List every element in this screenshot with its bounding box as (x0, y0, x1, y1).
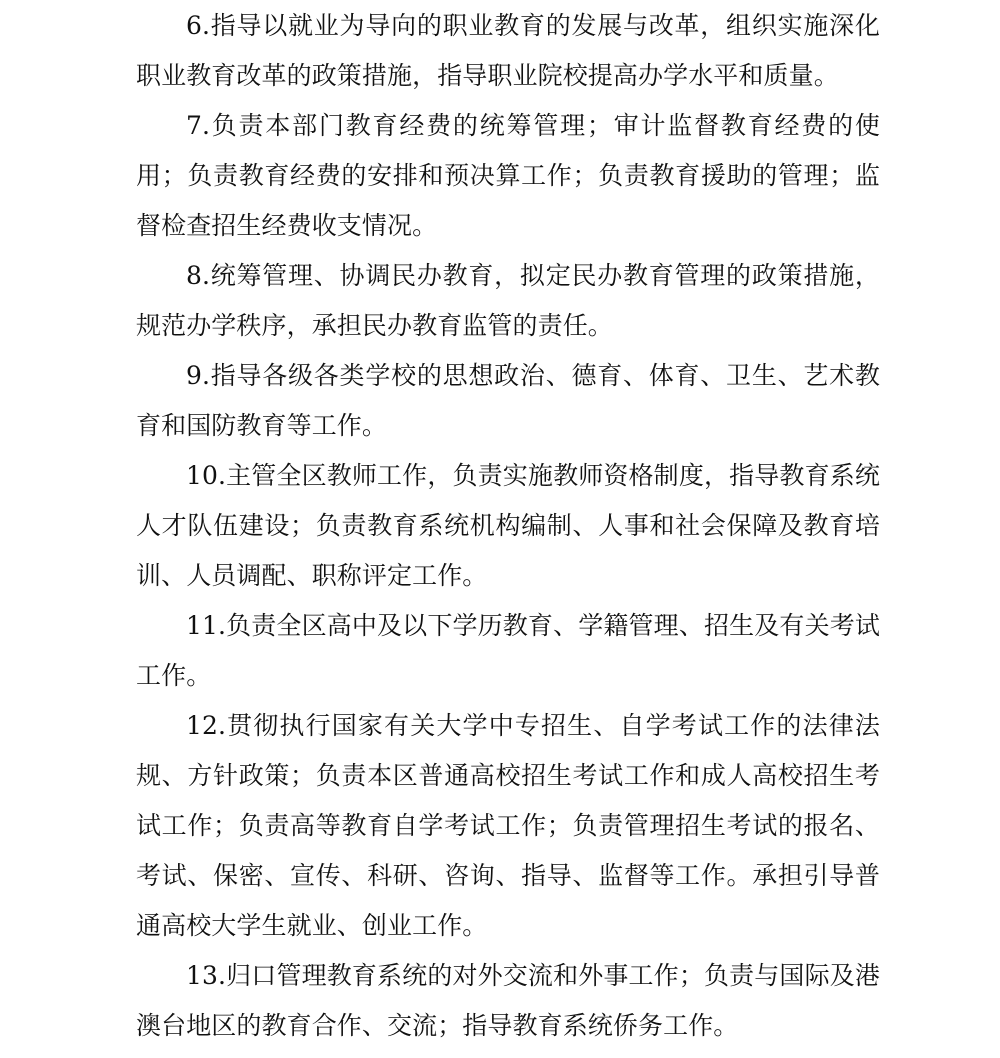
paragraph-item-6: 6.指导以就业为导向的职业教育的发展与改革，组织实施深化职业教育改革的政策措施，指导职业院校提高办学水平和质量。 (136, 11, 880, 90)
paragraph-item-9: 9.指导各级各类学校的思想政治、德育、体育、卫生、艺术教育和国防教育等工作。 (136, 361, 880, 440)
paragraph-item-7: 7.负责本部门教育经费的统筹管理；审计监督教育经费的使用；负责教育经费的安排和预决算工作；负责教育援助的管理；监督检查招生经费收支情况。 (136, 111, 880, 240)
paragraph-item-13: 13.归口管理教育系统的对外交流和外事工作；负责与国际及港澳台地区的教育合作、交流；指导教育系统侨务工作。 (136, 961, 880, 1040)
paragraph-item-11: 11.负责全区高中及以下学历教育、学籍管理、招生及有关考试工作。 (136, 611, 880, 690)
paragraph-item-8: 8.统筹管理、协调民办教育，拟定民办教育管理的政策措施，规范办学秩序，承担民办教育监管的责任。 (136, 261, 880, 340)
paragraph-item-12: 12.贯彻执行国家有关大学中专招生、自学考试工作的法律法规、方针政策；负责本区普通高校招生考试工作和成人高校招生考试工作；负责高等教育自学考试工作；负责管理招生考试的报名、考试、保密、宣传、科研、咨询、指导、监督等工作。承担引导普通高校大学生就业、创业工作。 (136, 711, 880, 940)
paragraph-item-10: 10.主管全区教师工作，负责实施教师资格制度，指导教育系统人才队伍建设；负责教育系统机构编制、人事和社会保障及教育培训、人员调配、职称评定工作。 (136, 461, 880, 590)
document-body (136, 0, 880, 1051)
